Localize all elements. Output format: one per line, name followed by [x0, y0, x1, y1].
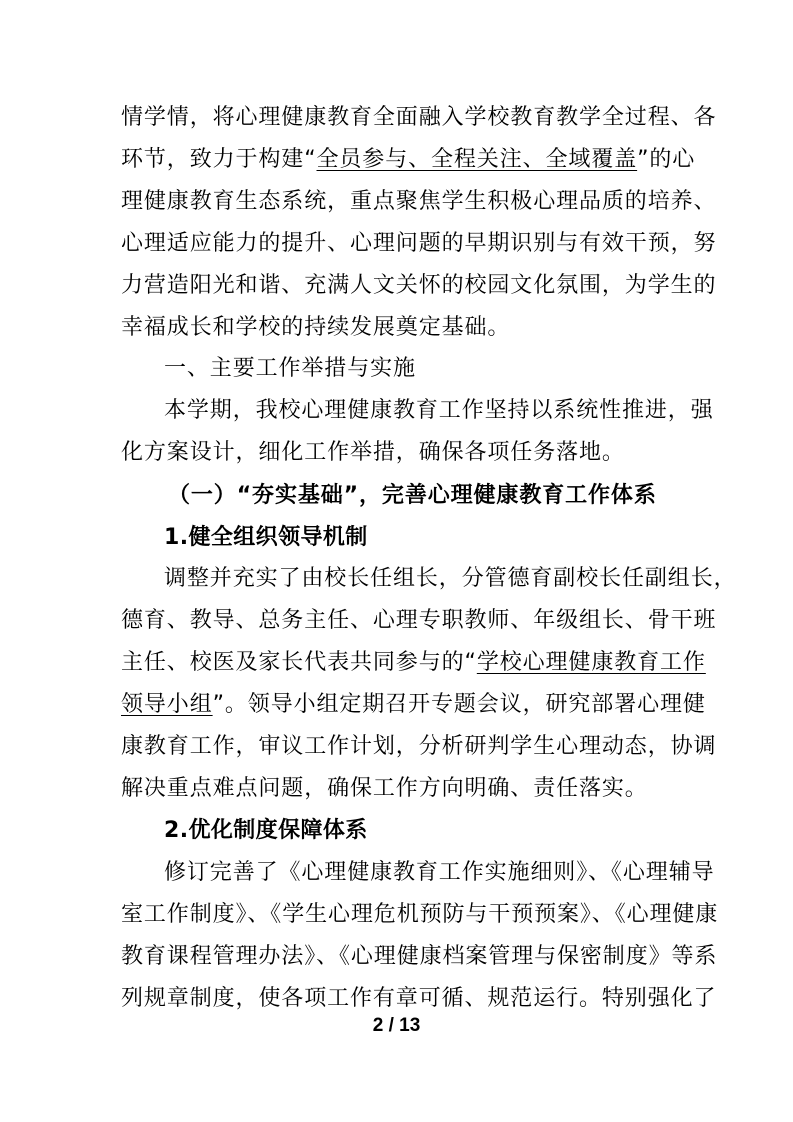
- item-1-line-3: [121, 650, 706, 676]
- item-2-line-2: 室工作制度》、《学生心理危机预防与干预预案》、《心理健康: [121, 902, 719, 927]
- item-2-line-1: 修订完善了《心理健康教育工作实施细则》、《心理辅导: [164, 860, 715, 885]
- intro-line-6: 幸福成长和学校的持续发展奠定基础。: [121, 315, 511, 340]
- section-1-heading: 一、主要工作举措与实施: [164, 356, 416, 381]
- intro-line-3: 理健康教育生态系统，重点聚焦学生积极心理品质的培养、: [121, 189, 717, 214]
- item-1-line-2: 德育、教导、总务主任、心理专职教师、年级组长、骨干班: [121, 608, 717, 633]
- subsection-1-heading: （一）“夯实基础”，完善心理健康教育工作体系: [168, 483, 657, 508]
- section-1-para-line-2: 化方案设计，细化工作举措，确保各项任务落地。: [121, 440, 625, 465]
- section-1-para-line-1: 本学期，我校心理健康教育工作坚持以系统性推进，强: [164, 398, 714, 423]
- item-1-heading: 1.健全组织领导机制: [164, 525, 368, 550]
- item-2-line-4: 列规章制度，使各项工作有章可循、规范运行。特别强化了: [121, 986, 717, 1011]
- item-1-line-1: 调整并充实了由校长任组长，分管德育副校长任副组长，: [164, 566, 737, 591]
- intro-line-1: 情学情，将心理健康教育全面融入学校教育教学全过程、各: [121, 105, 717, 130]
- intro-line-5: 力营造阳光和谐、充满人文关怀的校园文化氛围，为学生的: [121, 273, 717, 298]
- item-1-line-6: 解决重点难点问题，确保工作方向明确、责任落实。: [121, 776, 648, 801]
- item-1-line-4-text-b: ”。领导小组定期召开专题会议，研究部署心理健: [212, 692, 706, 717]
- item-1-underlined-phrase-a: 学校心理健康教育工作: [476, 650, 706, 675]
- item-1-line-5: 康教育工作，审议工作计划，分析研判学生心理动态，协调: [121, 734, 717, 759]
- intro-line-2-text-a: 环节，致力于构建“: [121, 147, 317, 172]
- item-2-heading: 2.优化制度保障体系: [164, 818, 368, 843]
- intro-line-2: [121, 147, 695, 173]
- intro-line-4: 心理适应能力的提升、心理问题的早期识别与有效干预，努: [121, 231, 717, 256]
- intro-underlined-phrase: 全员参与、全程关注、全域覆盖: [316, 147, 638, 172]
- item-2-line-3: 教育课程管理办法》、《心理健康档案管理与保密制度》等系: [121, 944, 718, 969]
- item-1-line-3-text-a: 主任、校医及家长代表共同参与的“: [121, 650, 477, 675]
- intro-line-2-text-b: ”的心: [637, 147, 696, 172]
- page-number: 2 / 13: [372, 1015, 421, 1036]
- item-1-underlined-phrase-b: 领导小组: [121, 692, 213, 717]
- item-1-line-4: [121, 692, 706, 718]
